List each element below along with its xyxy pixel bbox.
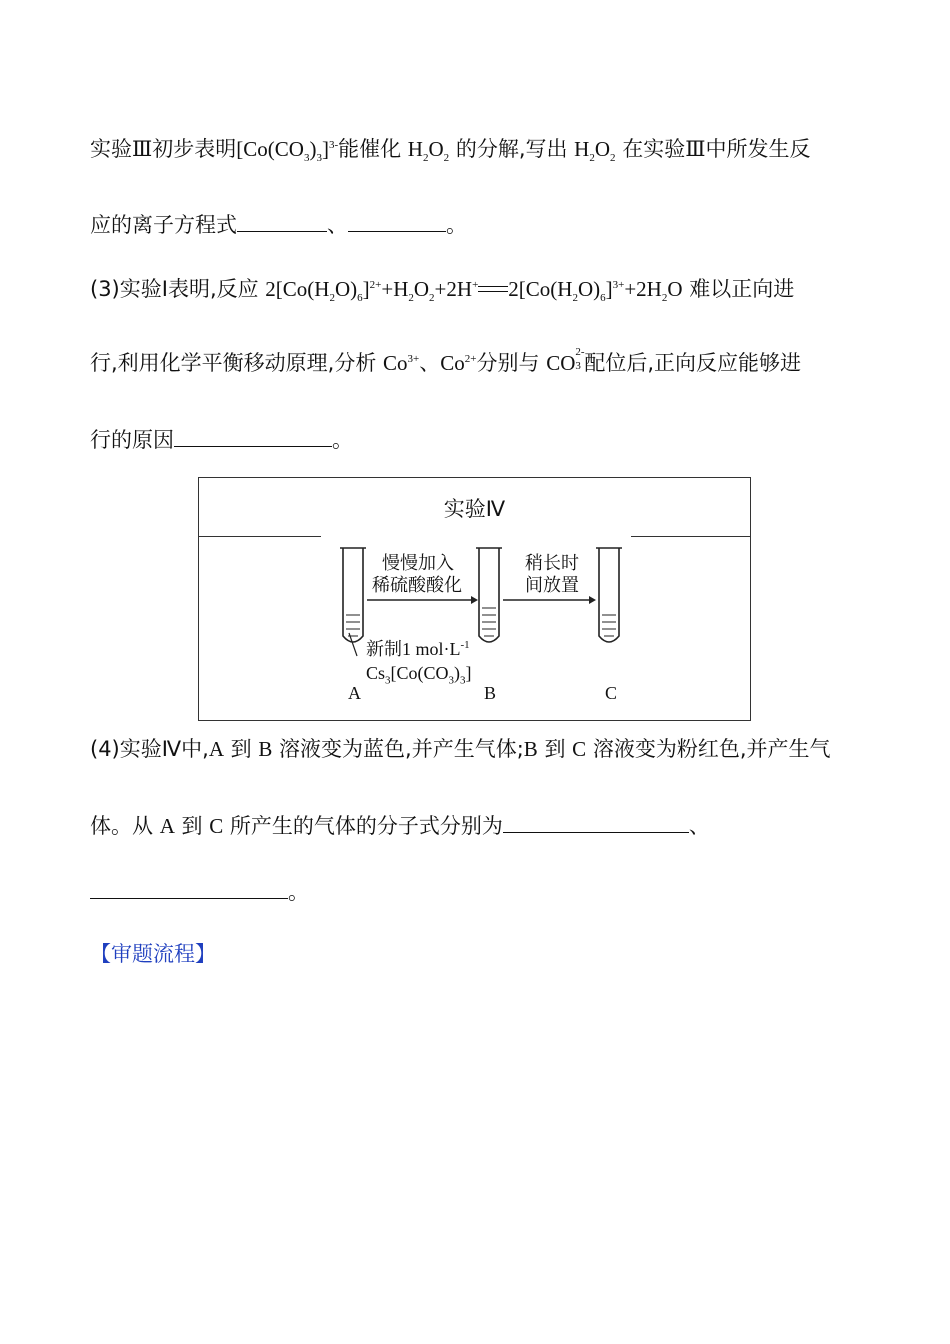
reagent-label-line1: 新制1 $mol\cdot L^{-1}$	[366, 639, 470, 659]
arrow-right-icon	[367, 596, 478, 604]
answer-blank[interactable]	[348, 213, 446, 232]
co2plus-formula: $Co^{2+}$	[440, 351, 477, 375]
q4-text-line3: 。	[90, 880, 309, 903]
co3plus-formula: $Co^{3+}$	[383, 351, 420, 375]
answer-blank[interactable]	[503, 814, 689, 833]
q2-text-line1: 实验Ⅲ初步表明$[Co(CO_3)_3]^{3-}$能催化 $H_2O_2$ 的分解,写出 $H_2O_2$ 在实验Ⅲ中所发生反	[90, 137, 811, 165]
experiment-iv-figure	[198, 477, 751, 721]
complex-formula: $[Co(CO_3)_3]^{3-}$	[236, 137, 339, 165]
h2o2-formula: $H_2O_2$	[574, 137, 616, 165]
q3-text-line3: 行的原因 。	[90, 428, 353, 452]
q4-text-line1: (4)实验Ⅳ中,A 到 B 溶液变为蓝色,并产生气体;B 到 C 溶液变为粉红色,并产生气	[90, 737, 831, 761]
h2o2-formula: $H_2O_2$	[407, 137, 450, 165]
tube-label-c: C	[605, 683, 618, 703]
test-tube-a-icon	[340, 548, 366, 642]
step1-label-line2: 稀硫酸酸化	[372, 575, 462, 596]
q3-text-line1: (3)实验Ⅰ表明,反应 $2[Co(H_2O)_6]^{2+}+H_2O_2+2H^+$ $2[Co(H_2O)_6]^{3+}+2H_2O$ 难以正向进	[90, 277, 795, 305]
reagent-label-line2: $Cs_3[Co(CO_3)_3]$	[366, 663, 472, 687]
q2-text-line2: 应的离子方程式 、 。	[90, 213, 467, 237]
answer-blank[interactable]	[174, 428, 332, 447]
step2-label-line2: 间放置	[525, 575, 579, 596]
equation-right: $2[Co(H_2O)_6]^{3+}+2H_2O$	[508, 277, 683, 305]
q4-text-line2: 体。从 A 到 C 所产生的气体的分子式分别为 、	[90, 814, 710, 838]
answer-blank[interactable]	[90, 880, 288, 899]
test-tube-c-icon	[596, 548, 622, 642]
apparatus-diagram	[199, 478, 752, 722]
carbonate-formula: CO 2- 3	[546, 346, 585, 375]
answer-blank[interactable]	[237, 213, 327, 232]
tube-label-a: A	[348, 683, 361, 703]
step2-label-line1: 稍长时	[525, 553, 579, 574]
section-heading: 【审题流程】	[90, 942, 216, 966]
step1-label-line1: 慢慢加入	[382, 553, 454, 574]
equilibrium-arrow-icon	[478, 283, 508, 297]
test-tube-b-icon	[476, 548, 502, 642]
figure-title: 实验Ⅳ	[443, 497, 506, 521]
tube-label-b: B	[484, 683, 497, 703]
equation-left: $2[Co(H_2O)_6]^{2+}+H_2O_2+2H^+$	[265, 277, 479, 305]
q3-text-line2: 行,利用化学平衡移动原理,分析 $Co^{3+}$、$Co^{2+}$分别与 CO 2- 3 配位后,正向反应能够进	[90, 346, 802, 375]
arrow-right-icon	[503, 596, 596, 604]
